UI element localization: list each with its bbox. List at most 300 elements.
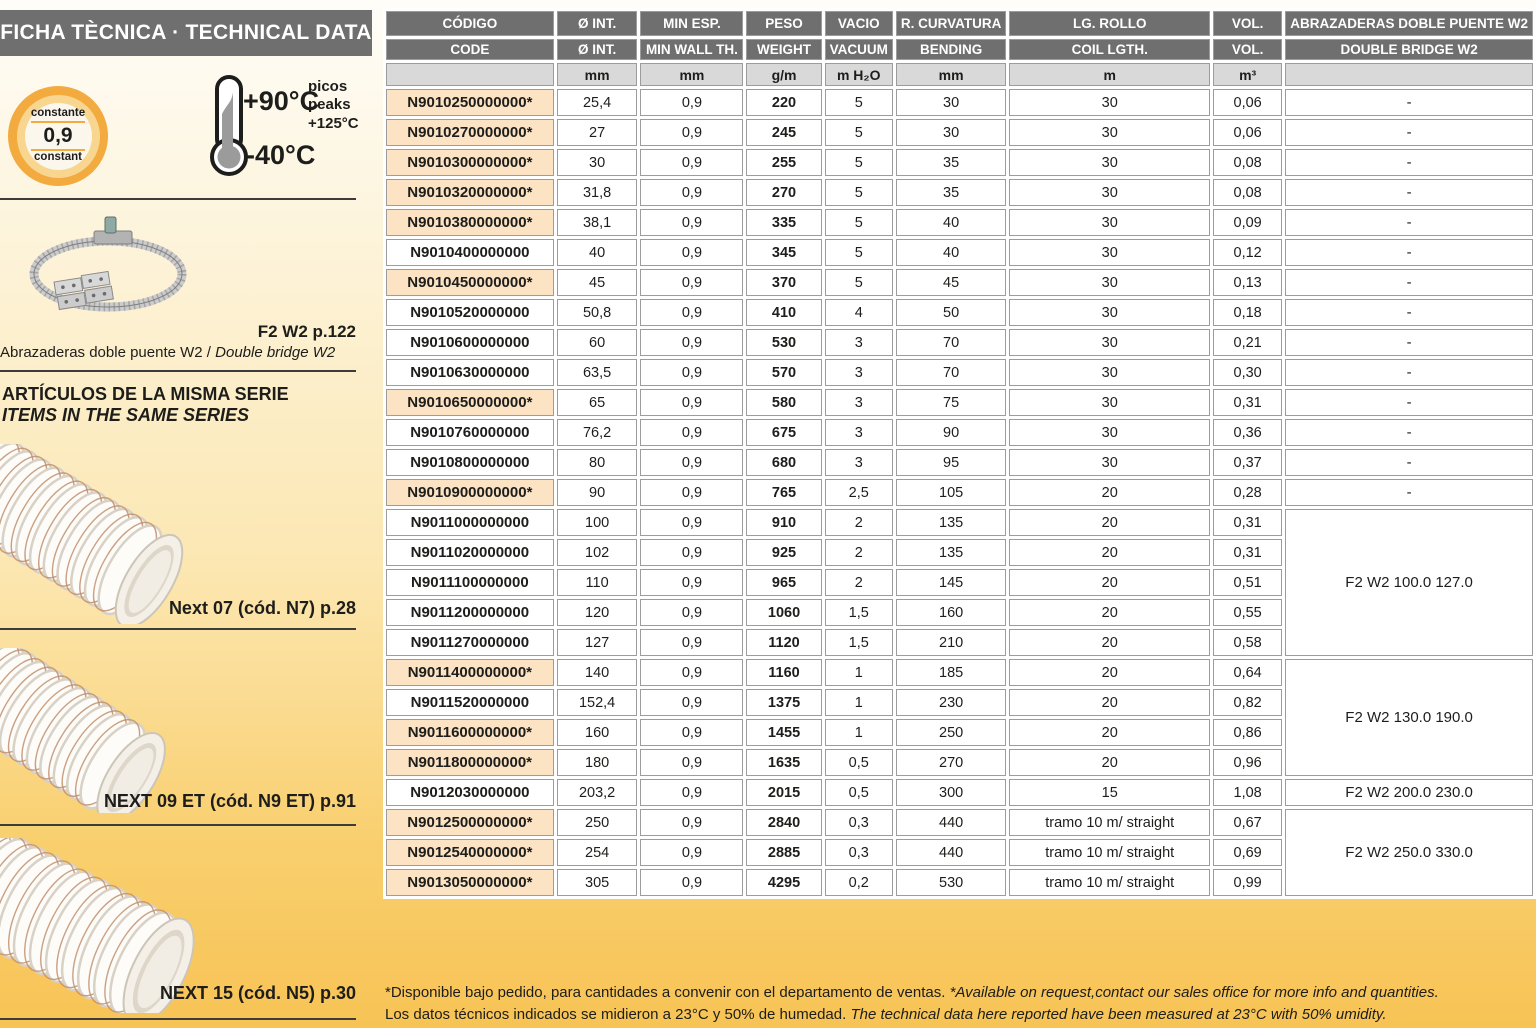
table-row (386, 89, 1533, 116)
unit-2: mm (640, 63, 743, 86)
coil-cell: 20 (1009, 599, 1210, 626)
vacuum-cell: 1 (825, 689, 893, 716)
weight-cell: 2015 (746, 779, 821, 806)
wall-cell: 0,9 (640, 359, 743, 386)
divider (0, 370, 356, 372)
bending-cell: 70 (896, 329, 1007, 356)
bending-cell: 135 (896, 509, 1007, 536)
wall-cell: 0,9 (640, 239, 743, 266)
spec-table-head (386, 11, 1533, 86)
product-code-cell: N9011400000000* (386, 659, 554, 686)
unit-0 (386, 63, 554, 86)
clamp-ref-cell: F2 W2 130.0 190.0 (1285, 659, 1533, 776)
units-row (386, 63, 1533, 86)
bending-cell: 160 (896, 599, 1007, 626)
weight-cell: 1160 (746, 659, 821, 686)
header-en-7: VOL. (1213, 39, 1282, 60)
header-en-4: VACUUM (825, 39, 893, 60)
bending-cell: 210 (896, 629, 1007, 656)
header-es-8: ABRAZADERAS DOBLE PUENTE W2 (1285, 11, 1533, 36)
wall-cell: 0,9 (640, 479, 743, 506)
clamp-image (14, 210, 194, 330)
table-row (386, 239, 1533, 266)
volume-cell: 0,18 (1213, 299, 1282, 326)
vacuum-cell: 4 (825, 299, 893, 326)
vacuum-cell: 1,5 (825, 629, 893, 656)
volume-cell: 0,13 (1213, 269, 1282, 296)
vacuum-cell: 3 (825, 359, 893, 386)
vacuum-cell: 5 (825, 179, 893, 206)
weight-cell: 530 (746, 329, 821, 356)
product-code-cell: N9011520000000 (386, 689, 554, 716)
volume-cell: 0,99 (1213, 869, 1282, 896)
wall-cell: 0,9 (640, 509, 743, 536)
product-code-cell: N9010320000000* (386, 179, 554, 206)
footnote-2-es: Los datos técnicos indicados se midieron a 23°C y 50% de humedad. (385, 1005, 847, 1023)
coil-cell: 20 (1009, 629, 1210, 656)
diameter-cell: 31,8 (557, 179, 638, 206)
diameter-cell: 30 (557, 149, 638, 176)
weight-cell: 765 (746, 479, 821, 506)
coil-cell: 30 (1009, 269, 1210, 296)
product-code-cell: N9010300000000* (386, 149, 554, 176)
product-code-cell: N9010250000000* (386, 89, 554, 116)
diameter-cell: 160 (557, 719, 638, 746)
weight-cell: 370 (746, 269, 821, 296)
product-code-cell: N9010600000000 (386, 329, 554, 356)
vacuum-cell: 5 (825, 149, 893, 176)
diameter-cell: 38,1 (557, 209, 638, 236)
footnote-1-en: *Available on request,contact our sales office for more info and quantities. (949, 984, 1439, 1001)
header-en-8: DOUBLE BRIDGE W2 (1285, 39, 1533, 60)
volume-cell: 0,31 (1213, 539, 1282, 566)
wall-cell: 0,9 (640, 539, 743, 566)
table-row (386, 659, 1533, 686)
clamp-ref-cell: - (1285, 359, 1533, 386)
coil-cell: 30 (1009, 209, 1210, 236)
table-row (386, 299, 1533, 326)
volume-cell: 1,08 (1213, 779, 1282, 806)
wall-cell: 0,9 (640, 569, 743, 596)
product-code-cell: N9010650000000* (386, 389, 554, 416)
clamp-ref-cell: - (1285, 209, 1533, 236)
coil-cell: 30 (1009, 389, 1210, 416)
sidebar (0, 0, 380, 1028)
bending-cell: 50 (896, 299, 1007, 326)
diameter-cell: 102 (557, 539, 638, 566)
bending-cell: 45 (896, 269, 1007, 296)
product-code-cell: N9010800000000 (386, 449, 554, 476)
coil-cell: 20 (1009, 479, 1210, 506)
coil-cell: tramo 10 m/ straight (1009, 839, 1210, 866)
footnote-1 (385, 982, 1535, 1004)
table-row (386, 509, 1533, 536)
diameter-cell: 254 (557, 839, 638, 866)
clamp-ref-cell: - (1285, 479, 1533, 506)
header-es-1: Ø INT. (557, 11, 638, 36)
volume-cell: 0,82 (1213, 689, 1282, 716)
wall-cell: 0,9 (640, 299, 743, 326)
vacuum-cell: 5 (825, 269, 893, 296)
product-code-cell: N9010760000000 (386, 419, 554, 446)
vacuum-cell: 5 (825, 119, 893, 146)
vacuum-cell: 1 (825, 719, 893, 746)
unit-4: m H₂O (825, 63, 893, 86)
page-title-text: FICHA TÈCNICA · TECHNICAL DATA (0, 21, 372, 44)
vacuum-cell: 0,5 (825, 749, 893, 776)
diameter-cell: 120 (557, 599, 638, 626)
peaks-line-en: peaks (308, 96, 351, 114)
header-en-0: CODE (386, 39, 554, 60)
table-row (386, 779, 1533, 806)
coil-cell: 30 (1009, 419, 1210, 446)
peaks-value: +125°C (308, 114, 359, 132)
constant-badge-center (25, 103, 92, 170)
coil-cell: 30 (1009, 449, 1210, 476)
coil-cell: 15 (1009, 779, 1210, 806)
clamp-ref-cell: F2 W2 100.0 127.0 (1285, 509, 1533, 656)
weight-cell: 910 (746, 509, 821, 536)
diameter-cell: 27 (557, 119, 638, 146)
wall-cell: 0,9 (640, 779, 743, 806)
volume-cell: 0,31 (1213, 509, 1282, 536)
diameter-cell: 305 (557, 869, 638, 896)
bending-cell: 75 (896, 389, 1007, 416)
badge-label-es: constante (30, 107, 86, 120)
volume-cell: 0,28 (1213, 479, 1282, 506)
product-code-cell: N9011270000000 (386, 629, 554, 656)
clamp-caption (0, 344, 360, 361)
volume-cell: 0,37 (1213, 449, 1282, 476)
wall-cell: 0,9 (640, 599, 743, 626)
coil-cell: tramo 10 m/ straight (1009, 809, 1210, 836)
weight-cell: 965 (746, 569, 821, 596)
volume-cell: 0,69 (1213, 839, 1282, 866)
weight-cell: 1375 (746, 689, 821, 716)
product-code-cell: N9013050000000* (386, 869, 554, 896)
unit-3: g/m (746, 63, 821, 86)
volume-cell: 0,55 (1213, 599, 1282, 626)
series-heading-es: ARTÍCULOS DE LA MISMA SERIE (2, 384, 289, 404)
wall-cell: 0,9 (640, 389, 743, 416)
series-item-label: NEXT 15 (cód. N5) p.30 (159, 983, 356, 1003)
clamp-ref-cell: - (1285, 329, 1533, 356)
temp-min-label: -40°C (246, 140, 316, 170)
clamp-ref-cell: - (1285, 179, 1533, 206)
wall-cell: 0,9 (640, 449, 743, 476)
vacuum-cell: 0,5 (825, 779, 893, 806)
coil-cell: 30 (1009, 179, 1210, 206)
coil-cell: 20 (1009, 539, 1210, 566)
footnote-2 (385, 1004, 1535, 1026)
unit-7: m³ (1213, 63, 1282, 86)
series-heading-en: ITEMS IN THE SAME SERIES (2, 405, 250, 425)
diameter-cell: 250 (557, 809, 638, 836)
clamp-ref-cell: - (1285, 89, 1533, 116)
bending-cell: 95 (896, 449, 1007, 476)
table-row (386, 119, 1533, 146)
coil-cell: 20 (1009, 659, 1210, 686)
bending-cell: 30 (896, 119, 1007, 146)
weight-cell: 570 (746, 359, 821, 386)
table-row (386, 389, 1533, 416)
divider (0, 198, 356, 200)
product-code-cell: N9011200000000 (386, 599, 554, 626)
clamp-caption-es: Abrazaderas doble puente W2 / (0, 344, 211, 361)
wall-cell: 0,9 (640, 869, 743, 896)
coil-cell: 20 (1009, 749, 1210, 776)
vacuum-cell: 2 (825, 539, 893, 566)
bending-cell: 145 (896, 569, 1007, 596)
table-row (386, 809, 1533, 836)
wall-cell: 0,9 (640, 839, 743, 866)
volume-cell: 0,31 (1213, 389, 1282, 416)
diameter-cell: 63,5 (557, 359, 638, 386)
badge-label-en: constant (34, 151, 82, 164)
volume-cell: 0,09 (1213, 209, 1282, 236)
product-code-cell: N9010450000000* (386, 269, 554, 296)
coil-cell: 30 (1009, 89, 1210, 116)
diameter-cell: 100 (557, 509, 638, 536)
header-es-3: PESO (746, 11, 821, 36)
bending-cell: 300 (896, 779, 1007, 806)
diameter-cell: 60 (557, 329, 638, 356)
divider (0, 1018, 356, 1020)
clamp-ref-cell: - (1285, 119, 1533, 146)
bending-cell: 270 (896, 749, 1007, 776)
vacuum-cell: 1,5 (825, 599, 893, 626)
hose-image-next07 (0, 444, 213, 624)
bending-cell: 185 (896, 659, 1007, 686)
volume-cell: 0,21 (1213, 329, 1282, 356)
product-code-cell: N9011020000000 (386, 539, 554, 566)
footnote-1-es: *Disponible bajo pedido, para cantidades a convenir con el departamento de ventas. (385, 984, 946, 1001)
table-row (386, 269, 1533, 296)
weight-cell: 680 (746, 449, 821, 476)
diameter-cell: 203,2 (557, 779, 638, 806)
table-row (386, 149, 1533, 176)
header-es-0: CÓDIGO (386, 11, 554, 36)
header-en-3: WEIGHT (746, 39, 821, 60)
coil-cell: 20 (1009, 689, 1210, 716)
bending-cell: 90 (896, 419, 1007, 446)
coil-cell: 30 (1009, 329, 1210, 356)
diameter-cell: 50,8 (557, 299, 638, 326)
weight-cell: 675 (746, 419, 821, 446)
peaks-line-es: picos (308, 78, 348, 95)
vacuum-cell: 3 (825, 389, 893, 416)
clamp-ref-cell: F2 W2 250.0 330.0 (1285, 809, 1533, 896)
diameter-cell: 40 (557, 239, 638, 266)
volume-cell: 0,06 (1213, 119, 1282, 146)
series-item-label: Next 07 (cód. N7) p.28 (168, 598, 356, 618)
coil-cell: 30 (1009, 359, 1210, 386)
diameter-cell: 152,4 (557, 689, 638, 716)
constant-badge-ring (17, 95, 100, 178)
wall-cell: 0,9 (640, 149, 743, 176)
clamp-ref-cell: F2 W2 200.0 230.0 (1285, 779, 1533, 806)
volume-cell: 0,06 (1213, 89, 1282, 116)
header-row-en (386, 39, 1533, 60)
clamp-ref-cell: - (1285, 149, 1533, 176)
series-item-label: NEXT 09 ET (cód. N9 ET) p.91 (103, 791, 356, 811)
volume-cell: 0,86 (1213, 719, 1282, 746)
weight-cell: 410 (746, 299, 821, 326)
wall-cell: 0,9 (640, 329, 743, 356)
diameter-cell: 76,2 (557, 419, 638, 446)
header-es-6: LG. ROLLO (1009, 11, 1210, 36)
bending-cell: 40 (896, 239, 1007, 266)
vacuum-cell: 2 (825, 569, 893, 596)
footnote-2-en: The technical data here reported have been measured at 23°C with 50% umidity. (850, 1005, 1387, 1023)
volume-cell: 0,12 (1213, 239, 1282, 266)
vacuum-cell: 2 (825, 509, 893, 536)
badge-value: 0,9 (43, 123, 73, 147)
volume-cell: 0,08 (1213, 179, 1282, 206)
wall-cell: 0,9 (640, 179, 743, 206)
header-en-5: BENDING (896, 39, 1007, 60)
diameter-cell: 180 (557, 749, 638, 776)
header-es-5: R. CURVATURA (896, 11, 1007, 36)
unit-8 (1285, 63, 1533, 86)
bending-cell: 35 (896, 179, 1007, 206)
vacuum-cell: 1 (825, 659, 893, 686)
divider (0, 628, 356, 630)
clamp-ref-cell: - (1285, 419, 1533, 446)
weight-cell: 1120 (746, 629, 821, 656)
clamp-ref-cell: - (1285, 299, 1533, 326)
header-en-2: MIN WALL TH. (640, 39, 743, 60)
diameter-cell: 65 (557, 389, 638, 416)
diameter-cell: 110 (557, 569, 638, 596)
coil-cell: 30 (1009, 299, 1210, 326)
bending-cell: 40 (896, 209, 1007, 236)
weight-cell: 580 (746, 389, 821, 416)
weight-cell: 1455 (746, 719, 821, 746)
product-code-cell: N9011100000000 (386, 569, 554, 596)
coil-cell: 30 (1009, 149, 1210, 176)
weight-cell: 345 (746, 239, 821, 266)
bending-cell: 230 (896, 689, 1007, 716)
bending-cell: 250 (896, 719, 1007, 746)
product-code-cell: N9010900000000* (386, 479, 554, 506)
wall-cell: 0,9 (640, 209, 743, 236)
weight-cell: 925 (746, 539, 821, 566)
coil-cell: 20 (1009, 509, 1210, 536)
product-code-cell: N9012540000000* (386, 839, 554, 866)
spec-table (383, 8, 1536, 899)
wall-cell: 0,9 (640, 749, 743, 776)
volume-cell: 0,30 (1213, 359, 1282, 386)
table-row (386, 359, 1533, 386)
weight-cell: 2885 (746, 839, 821, 866)
coil-cell: 20 (1009, 719, 1210, 746)
header-row-es (386, 11, 1533, 36)
bending-cell: 440 (896, 839, 1007, 866)
vacuum-cell: 3 (825, 329, 893, 356)
header-en-6: COIL LGTH. (1009, 39, 1210, 60)
volume-cell: 0,96 (1213, 749, 1282, 776)
unit-5: mm (896, 63, 1007, 86)
clamp-ref-cell: - (1285, 449, 1533, 476)
vacuum-cell: 0,3 (825, 839, 893, 866)
diameter-cell: 140 (557, 659, 638, 686)
table-row (386, 209, 1533, 236)
unit-6: m (1009, 63, 1210, 86)
table-row (386, 449, 1533, 476)
bending-cell: 530 (896, 869, 1007, 896)
header-es-7: VOL. (1213, 11, 1282, 36)
wall-cell: 0,9 (640, 89, 743, 116)
footnotes (385, 982, 1535, 1026)
coil-cell: tramo 10 m/ straight (1009, 869, 1210, 896)
bending-cell: 105 (896, 479, 1007, 506)
volume-cell: 0,58 (1213, 629, 1282, 656)
wall-cell: 0,9 (640, 119, 743, 146)
weight-cell: 245 (746, 119, 821, 146)
clamp-ref-cell: - (1285, 269, 1533, 296)
product-code-cell: N9010380000000* (386, 209, 554, 236)
diameter-cell: 25,4 (557, 89, 638, 116)
vacuum-cell: 5 (825, 239, 893, 266)
wall-cell: 0,9 (640, 419, 743, 446)
wall-cell: 0,9 (640, 719, 743, 746)
hose-image-next09et (0, 648, 198, 813)
weight-cell: 270 (746, 179, 821, 206)
product-code-cell: N9010630000000 (386, 359, 554, 386)
header-es-4: VACIO (825, 11, 893, 36)
volume-cell: 0,51 (1213, 569, 1282, 596)
constant-badge (8, 86, 108, 186)
bending-cell: 70 (896, 359, 1007, 386)
diameter-cell: 127 (557, 629, 638, 656)
volume-cell: 0,08 (1213, 149, 1282, 176)
coil-cell: 20 (1009, 569, 1210, 596)
coil-cell: 30 (1009, 119, 1210, 146)
product-code-cell: N9011800000000* (386, 749, 554, 776)
divider (0, 824, 356, 826)
wall-cell: 0,9 (640, 809, 743, 836)
weight-cell: 220 (746, 89, 821, 116)
diameter-cell: 90 (557, 479, 638, 506)
diameter-cell: 80 (557, 449, 638, 476)
table-row (386, 179, 1533, 206)
product-code-cell: N9011000000000 (386, 509, 554, 536)
clamp-page-ref: F2 W2 p.122 (257, 322, 356, 341)
unit-1: mm (557, 63, 638, 86)
weight-cell: 335 (746, 209, 821, 236)
header-en-1: Ø INT. (557, 39, 638, 60)
volume-cell: 0,64 (1213, 659, 1282, 686)
vacuum-cell: 0,2 (825, 869, 893, 896)
product-code-cell: N9010520000000 (386, 299, 554, 326)
coil-cell: 30 (1009, 239, 1210, 266)
clamp-ref-cell: - (1285, 389, 1533, 416)
vacuum-cell: 0,3 (825, 809, 893, 836)
weight-cell: 255 (746, 149, 821, 176)
bending-cell: 35 (896, 149, 1007, 176)
product-code-cell: N9012030000000 (386, 779, 554, 806)
volume-cell: 0,67 (1213, 809, 1282, 836)
table-row (386, 419, 1533, 446)
bending-cell: 440 (896, 809, 1007, 836)
table-row (386, 479, 1533, 506)
bending-cell: 30 (896, 89, 1007, 116)
product-code-cell: N9012500000000* (386, 809, 554, 836)
vacuum-cell: 3 (825, 419, 893, 446)
volume-cell: 0,36 (1213, 419, 1282, 446)
header-es-2: MIN ESP. (640, 11, 743, 36)
